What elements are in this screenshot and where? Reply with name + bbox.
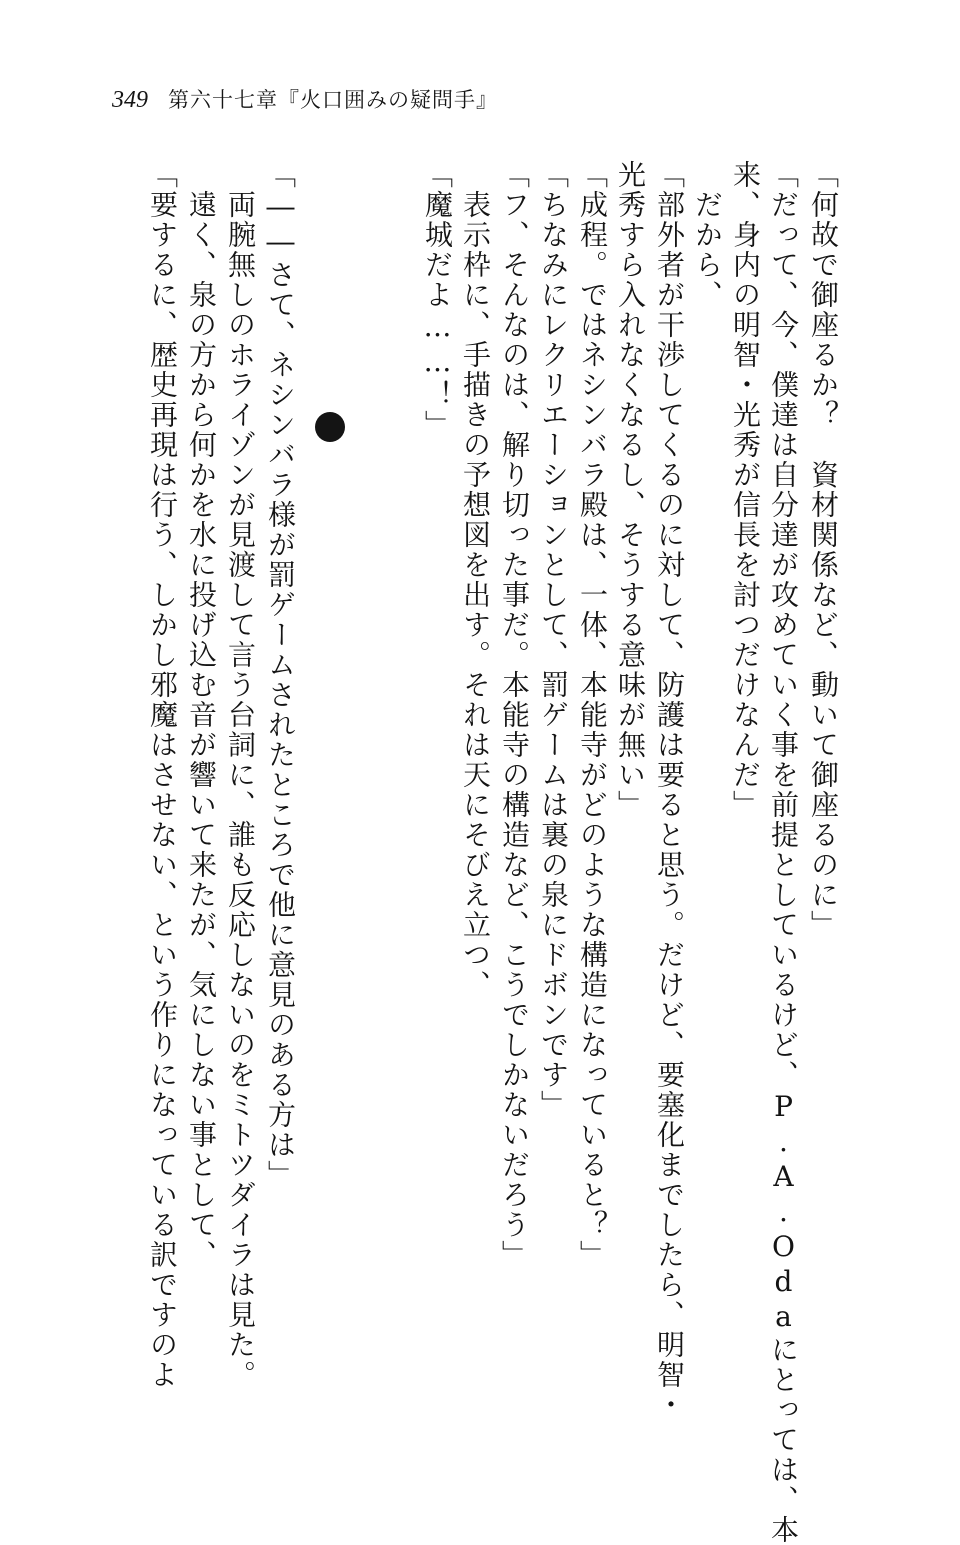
text-column-13: 両腕無しのホライゾンが見渡して言う台詞に、誰も反応しないのをミトツダイラは見た。 [224, 160, 257, 1390]
text-column-7: 「成程。ではネシンバラ殿は、一体、本能寺がどのような構造になっていると？」 [576, 160, 609, 1270]
page-header [112, 84, 498, 120]
text-column-4: だから、 [691, 160, 724, 310]
chapter-title: 第六十七章『火口囲みの疑問手』 [168, 88, 498, 112]
text-column-9: 「フ、そんなのは、解り切った事だ。本能寺の構造など、こうでしかないだろう」 [498, 160, 531, 1270]
text-column-14: 遠く、泉の方から何かを水に投げ込む音が響いて来たが、気にしない事として、 [185, 160, 218, 1270]
text-column-12: 「――さて、ネシンバラ様が罰ゲームされたところで他に意見のある方は」 [264, 160, 297, 1190]
text-column-15: 「要するに、歴史再現は行う、しかし邪魔はさせない、という作りになっている訳ですのよ [146, 160, 179, 1390]
text-column-8: 「ちなみにレクリエーションとして、罰ゲームは裏の泉にドボンです」 [537, 160, 570, 1120]
text-column-10: 表示枠に、手描きの予想図を出す。それは天にそびえ立つ、 [459, 160, 492, 1000]
text-column-1: 「何故で御座るか？ 資材関係など、動いて御座るのに」 [807, 160, 840, 940]
text-column-11: 「魔城だよ……！」 [421, 160, 454, 440]
text-column-2: 「だって、今、僕達は自分達が攻めていく事を前提としているけど、P.A.Odaにとっては、本 [767, 160, 800, 1545]
text-column-3: 来、身内の明智・光秀が信長を討つだけなんだ」 [729, 160, 762, 820]
scene-break-dot [315, 412, 345, 442]
text-column-5: 「部外者が干渉してくるのに対して、防護は要ると思う。だけど、要塞化までしたら、明智・ [653, 160, 686, 1420]
page-number: 349 [112, 87, 148, 113]
text-column-6: 光秀すら入れなくなるし、そうする意味が無い」 [614, 160, 647, 820]
